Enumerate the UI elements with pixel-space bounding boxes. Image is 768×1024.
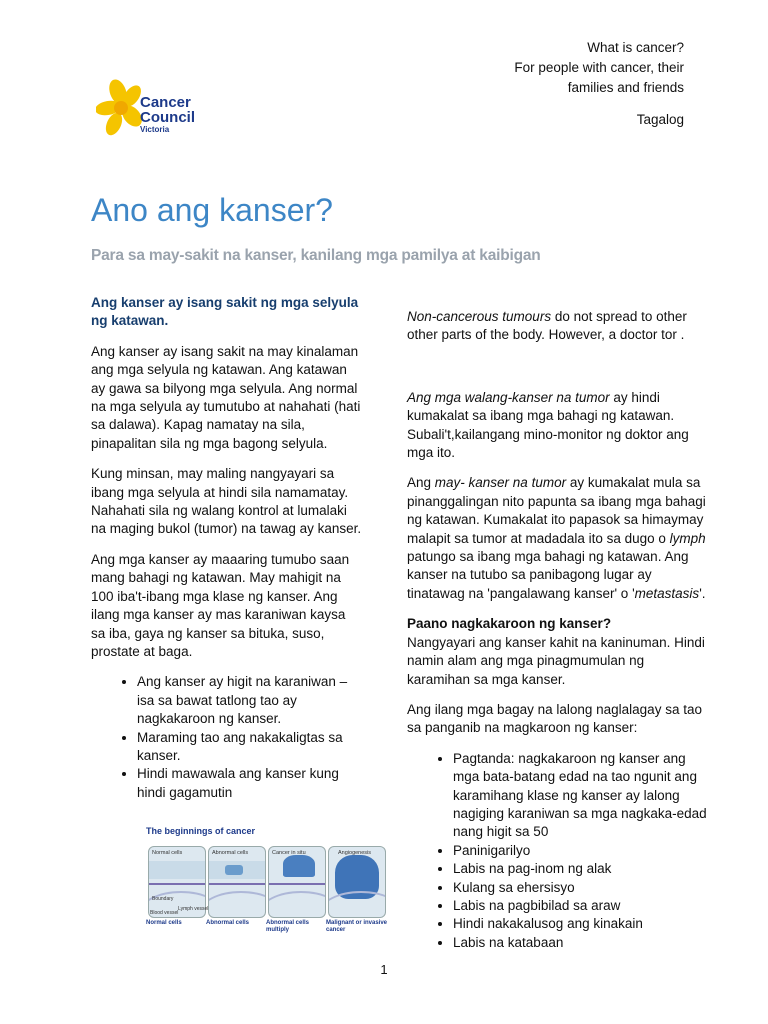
list-item: • Labis na pagbibilad sa araw bbox=[453, 897, 707, 915]
bullet-list bbox=[91, 673, 363, 802]
figure-panel-angiogenesis bbox=[328, 846, 386, 918]
list-item: • Labis na pag-inom ng alak bbox=[453, 860, 707, 878]
list-item: • Maraming tao ang nakakaligtas sa kanser. bbox=[137, 729, 363, 766]
lead-paragraph: Ang kanser ay isang sakit ng mga selyula ng katawan. bbox=[91, 295, 359, 329]
figure-panel-abnormal bbox=[208, 846, 266, 918]
page-subtitle: Para sa may-sakit na kanser, kanilang mga pamilya at kaibigan bbox=[91, 247, 541, 264]
list-item: • Hindi mawawala ang kanser kung hindi gagamutin bbox=[137, 765, 363, 802]
header-line-3: families and friends bbox=[567, 80, 684, 95]
figure-panel-in-situ bbox=[268, 846, 326, 918]
figure-panel-label: Normal cells bbox=[152, 850, 183, 856]
figure-panel-label: Angiogenesis bbox=[338, 850, 372, 856]
left-column bbox=[91, 294, 363, 802]
list-item: • Hindi nakakalusog ang kinakain bbox=[453, 915, 707, 933]
list-item: • Labis na katabaan bbox=[453, 934, 707, 952]
figure-annotation: Blood vessel bbox=[150, 910, 179, 916]
list-item: • Kulang sa ehersisyo bbox=[453, 879, 707, 897]
paragraph: Ang mga kanser ay maaaring tumubo saan mang bahagi ng katawan. May mahigit na 100 iba't-ibang mga klase ng kanser. Ang ilang mga kanser ay mas karaniwan kaysa sa iba, gaya ng kanser sa bituka, suso, prostate at baga. bbox=[91, 551, 350, 659]
right-column bbox=[407, 308, 707, 952]
list-item: • Pagtanda: nagkakaroon ng kanser ang mga bata-batang edad na tao ngunit ang karamihang klase ng kanser ay lalong nagiging karaniwan sa mga nagkaka-edad nang higit sa 50 bbox=[453, 750, 707, 842]
section-heading: Paano nagkakaroon ng kanser? bbox=[407, 616, 612, 632]
paragraph: Ang kanser ay isang sakit na may kinalaman ang mga selyula ng katawan. Ang katawan ay gawa sa bilyong mga selyula. Ang normal na mga selyula ay tumutubo at nahahati (hati sa dalawa). Kapag namatay na sila, pinapalitan sila ng mga bagong selyula. bbox=[91, 343, 361, 451]
figure-annotation: Boundary bbox=[152, 896, 174, 902]
figure-caption: Abnormal cells multiply bbox=[266, 920, 310, 933]
figure-caption: Malignant or invasive cancer bbox=[326, 920, 388, 933]
language-label: Tagalog bbox=[636, 112, 684, 127]
page-number: 1 bbox=[380, 962, 388, 977]
paragraph: Non-cancerous tumours do not spread to other other parts of the body. However, a doctor tor . bbox=[407, 309, 687, 343]
header-line-2: For people with cancer, their bbox=[514, 60, 684, 75]
paragraph: Ang ilang mga bagay na lalong naglalagay sa tao sa panganib na magkaroon ng kanser: bbox=[407, 701, 702, 736]
risk-factor-list bbox=[407, 750, 707, 952]
page-title: Ano ang kanser? bbox=[91, 192, 333, 228]
figure-caption: Abnormal cells bbox=[206, 920, 250, 926]
paragraph: Ang mga walang-kanser na tumor ay hindi kumakalat sa ibang mga bahagi ng katawan. Subali't,kailangang mino-monitor ng doktor ang mga ito. bbox=[407, 389, 689, 461]
figure-title: The beginnings of cancer bbox=[146, 826, 256, 836]
figure-panel-label: Abnormal cells bbox=[212, 850, 249, 856]
figure-panel-label: Cancer in situ bbox=[272, 850, 306, 856]
document-header bbox=[514, 38, 684, 130]
list-item: • Paninigarilyo bbox=[453, 842, 707, 860]
list-item: • Ang kanser ay higit na karaniwan – isa sa bawat tatlong tao ay nagkakaroon ng kanser. bbox=[137, 673, 363, 728]
figure-caption: Normal cells bbox=[146, 920, 182, 926]
paragraph: Paano nagkakaroon ng kanser? Nangyayari ang kanser kahit na kaninuman. Hindi namin alam ang mga pinagmumulan ng karamihan sa mga kanser. bbox=[407, 616, 705, 687]
cancer-stages-figure bbox=[146, 826, 396, 948]
header-line-1: What is cancer? bbox=[587, 40, 684, 55]
logo-wordmark: Cancer Council Victoria bbox=[140, 94, 195, 134]
figure-annotation: Lymph vessel bbox=[178, 906, 209, 912]
paragraph: Ang may- kanser na tumor ay kumakalat mula sa pinanggalingan nito papunta sa ibang mga bahagi ng katawan. Kumakalat ito papasok sa himaymay malapit sa tumor at madadala ito sa dugo o lymph patungo sa ibang mga bahagi ng katawan. Ang kanser na tutubo sa panibagong lugar ay tinatawag na 'pangalawang kanser' o 'metastasis'. bbox=[407, 475, 706, 601]
paragraph: Kung minsan, may maling nangyayari sa ibang mga selyula at hindi sila namamatay. Nahahati sila ng walang kontrol at lumalaki na maging bukol (tumor) na tawag ay kanser. bbox=[91, 466, 362, 537]
